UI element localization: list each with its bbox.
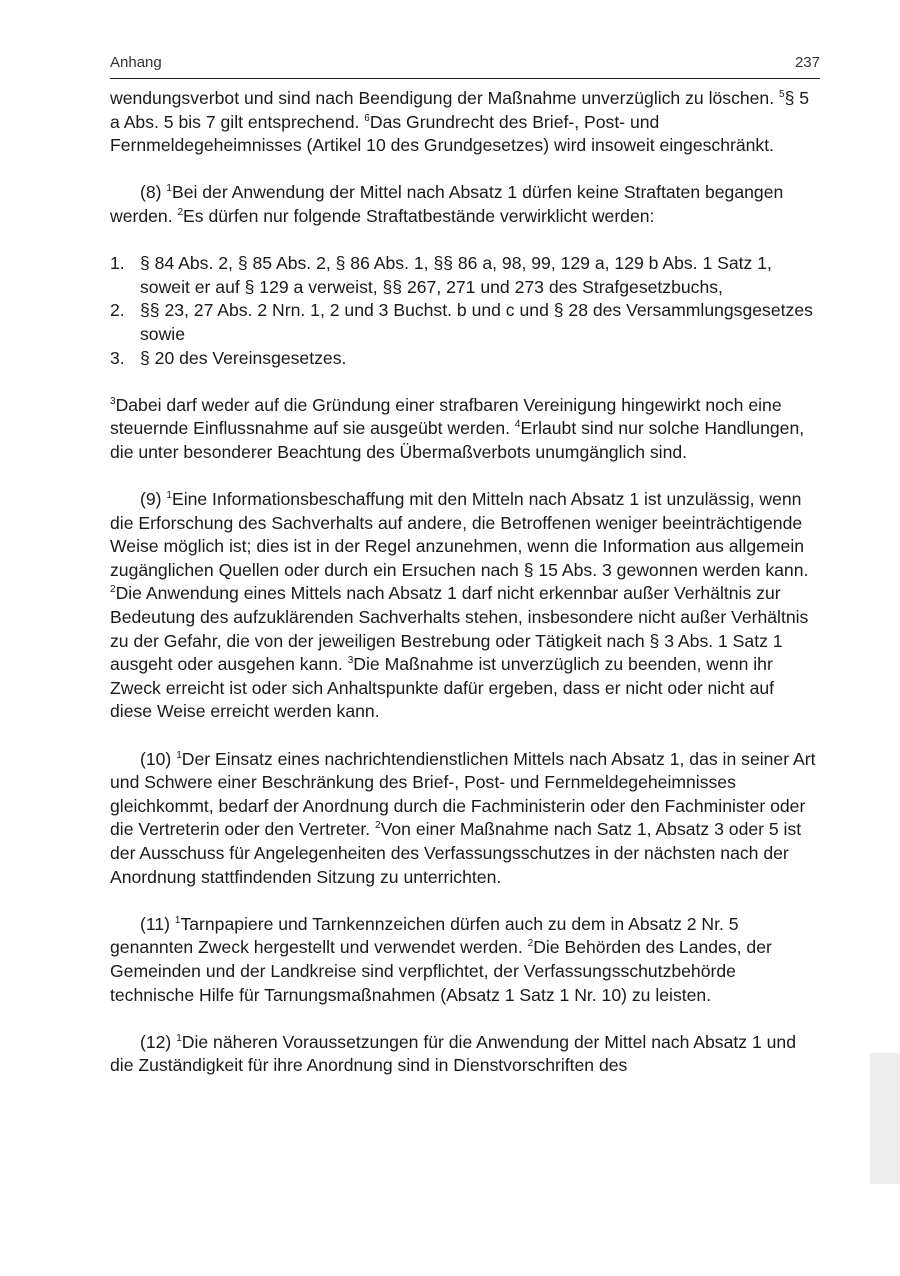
list-item [110,299,820,346]
paragraph-text: (12) [140,1031,177,1052]
paragraph-text: Tarnpapiere und Tarnkennzeichen dürfen auch zu dem in Absatz 2 Nr. 5 genannten Zweck hergestellt und verwendet werden. [110,913,739,958]
paragraph-text: Von einer Maßnahme nach Satz 1, Absatz 3 oder 5 ist der Ausschuss für Angelegenheiten des Verfassungsschutzes in der nächsten nach der Anordnung stattfindenden Sitzung zu unterrichten. [110,819,802,887]
paragraph-text: Erlaubt sind nur solche Handlungen, die unter besonderer Beachtung des Übermaßverbots unumgänglich sind. [110,418,805,462]
running-header [110,52,820,79]
page-body [110,87,820,1078]
sentence-number: 1 [166,183,172,195]
sentence-number: 1 [176,1032,182,1044]
paragraph-11 [110,913,820,1007]
paragraph-text: Der Einsatz eines nachrichtendienstlichen Mittels nach Absatz 1, das in seiner Art und Schwere einer Beschränkung des Brief-, Post- und Fernmeldegeheimnisses gleichkommt, bedarf der Anordnung durch die Fachministerin oder den Fachminister oder die Vertreterin oder den Vertreter. [110,748,816,840]
paragraph-text: Die näheren Voraussetzungen für die Anwendung der Mittel nach Absatz 1 und die Zuständigkeit für ihre Anordnung sind in Dienstvorschriften des [110,1031,796,1076]
sentence-number: 5 [779,89,785,100]
paragraph-text: Es dürfen nur folgende Straftatbestände verwirklicht werden: [183,205,655,226]
sentence-number: 2 [177,206,184,218]
list-text: § 84 Abs. 2, § 85 Abs. 2, § 86 Abs. 1, §§ 86 a, 98, 99, 129 a, 129 b Abs. 1 Satz 1, soweit er auf § 129 a verweist, §§ 267, 271 und 273 des Strafgesetzbuchs, [140,253,772,297]
paragraph-text: (9) [140,489,167,510]
paragraph-text: Die Behörden des Landes, der Gemeinden und der Landkreise sind verpflichtet, der Verfassungsschutzbehörde technische Hilfe für Tarnungsmaßnahmen (Absatz 1 Satz 1 Nr. 10) zu leisten. [110,937,772,1005]
thumb-index-tab [870,1053,900,1184]
list-text: § 20 des Vereinsgesetzes. [140,347,347,368]
paragraph-text: Bei der Anwendung der Mittel nach Absatz 1 dürfen keine Straftaten begangen werden. [110,182,784,226]
page-number: 237 [794,54,820,71]
list-number: 1. [110,253,125,274]
sentence-number: 3 [110,395,116,407]
list-item [110,252,820,299]
list-item [110,347,820,371]
sentence-number: 1 [166,490,172,502]
sentence-number: 4 [514,419,521,431]
offense-list [110,252,820,370]
sentence-number: 2 [375,820,381,832]
paragraph-8 [110,181,820,228]
sentence-number: 1 [176,749,182,761]
paragraph-12 [110,1031,820,1078]
sentence-number: 2 [110,584,116,596]
paragraph-text: (8) [140,182,167,203]
list-number: 2. [110,300,125,321]
paragraph-text: Dabei darf weder auf die Gründung einer strafbaren Vereinigung hingewirkt noch eine steuernde Einflussnahme auf sie ausgeübt werden. [110,394,782,439]
sentence-number: 6 [364,112,370,124]
sentence-number: 2 [527,938,534,950]
list-text: §§ 23, 27 Abs. 2 Nrn. 1, 2 und 3 Buchst. b und c und § 28 des Versammlungsgesetzes sowie [140,300,813,344]
paragraph-text: Das Grundrecht des Brief-, Post- und Fernmeldegeheimnisses (Artikel 10 des Grundgesetzes) wird insoweit eingeschränkt. [110,111,774,156]
paragraph-text: Die Maßnahme ist unverzüglich zu beenden, wenn ihr Zweck erreicht ist oder sich Anhaltspunkte dafür ergeben, dass er nicht oder nicht auf diese Weise erreicht werden kann. [110,654,775,722]
paragraph [110,87,820,158]
section-title: Anhang [110,54,162,71]
paragraph-text: (11) [140,913,175,934]
paragraph-text: Die Anwendung eines Mittels nach Absatz 1 darf nicht erkennbar außer Verhältnis zur Bedeutung des aufzuklärenden Sachverhalts stehen, insbesondere nicht außer Verhältnis zu der Gefahr, die von der jeweiligen Bestrebung oder Tätigkeit nach § 3 Abs. 1 Satz 1 ausgeht oder ausgehen kann. [110,583,809,675]
list-number: 3. [110,347,125,368]
paragraph-text: (10) [140,748,177,769]
paragraph-text: § 5 a Abs. 5 bis 7 gilt entsprechend. [110,88,810,132]
paragraph-10 [110,748,820,890]
sentence-number: 3 [347,655,354,667]
paragraph-9 [110,488,820,724]
paragraph-text: wendungsverbot und sind nach Beendigung der Maßnahme unverzüglich zu löschen. [110,88,779,108]
paragraph-text: Eine Informationsbeschaffung mit den Mitteln nach Absatz 1 ist unzulässig, wenn die Erforschung des Sachverhalts auf andere, die Betroffenen weniger beeinträchtigende Weise möglich ist; dies ist in der Regel anzunehmen, wenn die Information aus allgemein zugänglichen Quellen oder durch ein Ersuchen nach § 15 Abs. 3 gewonnen werden kann. [110,489,809,580]
sentence-number: 1 [174,914,181,926]
paragraph [110,394,820,465]
